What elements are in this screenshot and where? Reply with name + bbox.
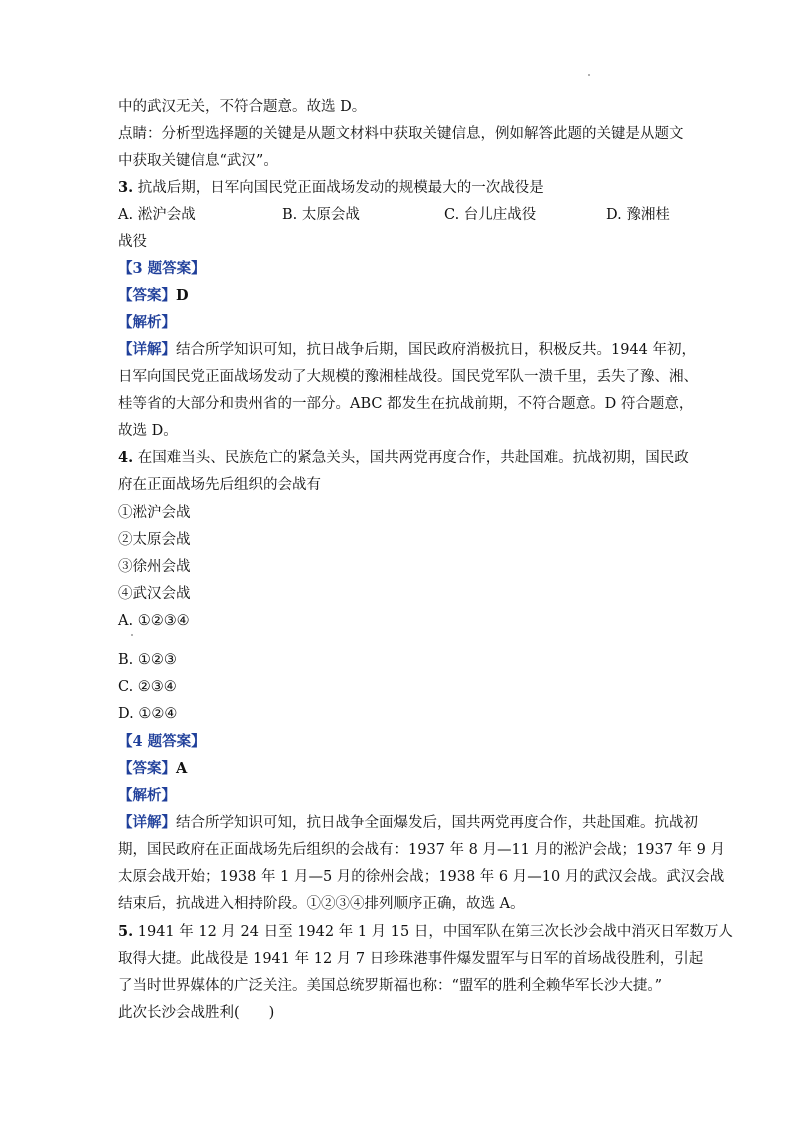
- question-text: 1941 年 12 月 24 日至 1942 年 1 月 15 日，中国军队在第三次长沙会战中消灭日军数万人: [133, 924, 733, 940]
- answer-label: 【答案】: [118, 760, 176, 777]
- answer-header: 【3 题答案】: [118, 260, 206, 277]
- text-line: 此次长沙会战胜利( ): [118, 1005, 275, 1021]
- detail-text: 结合所学知识可知，抗日战争后期，国民政府消极抗日，积极反共。1944 年初，: [176, 342, 697, 358]
- text-line: 太原会战开始；1938 年 1 月—5 月的徐州会战；1938 年 6 月—10 月的武汉会战。武汉会战: [118, 869, 725, 885]
- text-line: 故选 D。: [118, 423, 178, 439]
- question-text: 在国难当头、民族危亡的紧急关头，国共两党再度合作，共赴国难。抗战初期，国民政: [133, 450, 689, 466]
- text-line: 桂等省的大部分和贵州省的一部分。ABC 都发生在抗战前期，不符合题意。D 符合题意，: [118, 396, 694, 412]
- question-text: 抗战后期，日军向国民党正面战场发动的规模最大的一次战役是: [133, 180, 544, 196]
- question-5-stem: [118, 922, 733, 942]
- answer-line: [118, 759, 187, 779]
- text-line: 中的武汉无关，不符合题意。故选 D。: [118, 99, 367, 115]
- answer-header: 【4 题答案】: [118, 733, 206, 750]
- detail-label: 【详解】: [118, 814, 176, 831]
- list-item: ④武汉会战: [118, 586, 191, 602]
- option-a: A. 淞沪会战: [118, 207, 196, 223]
- question-number: 4.: [118, 449, 134, 466]
- detail-line: [118, 340, 696, 360]
- question-number: 5.: [118, 923, 134, 940]
- answer-line: [118, 286, 189, 306]
- option-c: C. ②③④: [118, 679, 177, 695]
- list-item: ③徐州会战: [118, 559, 191, 575]
- detail-text: 结合所学知识可知，抗日战争全面爆发后，国共两党再度合作，共赴国难。抗战初: [176, 815, 698, 831]
- option-c: C. 台儿庄战役: [444, 207, 537, 223]
- text-line: 日军向国民党正面战场发动了大规模的豫湘桂战役。国民党军队一溃千里，丢失了豫、湘、: [118, 369, 698, 385]
- question-number: 3.: [118, 179, 134, 196]
- text-line: 期，国民政府在正面战场先后组织的会战有：1937 年 8 月—11 月的淞沪会战；1937 年 9 月: [118, 842, 725, 858]
- answer-value: A: [176, 760, 188, 777]
- analysis-label: 【解析】: [118, 314, 176, 331]
- list-item: ②太原会战: [118, 532, 191, 548]
- answer-label: 【答案】: [118, 287, 176, 304]
- option-b: B. 太原会战: [282, 207, 360, 223]
- question-3-stem: [118, 178, 544, 198]
- option-a: A. ①②③④: [118, 613, 190, 629]
- list-item: ①淞沪会战: [118, 505, 191, 521]
- scan-speck: [131, 634, 133, 636]
- question-4-stem: [118, 448, 689, 468]
- text-line: 府在正面战场先后组织的会战有: [118, 477, 321, 493]
- text-line: 结束后，抗战进入相持阶段。①②③④排列顺序正确，故选 A。: [118, 896, 525, 912]
- scan-speck: [588, 74, 590, 76]
- option-d: D. ①②④: [118, 706, 178, 722]
- text-line: 中获取关键信息“武汉”。: [118, 153, 278, 169]
- text-line: 了当时世界媒体的广泛关注。美国总统罗斯福也称：“盟军的胜利全赖华军长沙大捷。”: [118, 978, 663, 994]
- option-d-continued: 战役: [118, 234, 147, 250]
- option-d: D. 豫湘桂: [606, 207, 670, 223]
- answer-value: D: [176, 287, 189, 304]
- analysis-label: 【解析】: [118, 787, 176, 804]
- detail-line: [118, 813, 698, 833]
- text-line: 点睛：分析型选择题的关键是从题文材料中获取关键信息，例如解答此题的关键是从题文: [118, 126, 684, 142]
- text-line: 取得大捷。此战役是 1941 年 12 月 7 日珍珠港事件爆发盟军与日军的首场战役胜利，引起: [118, 951, 704, 967]
- option-b: B. ①②③: [118, 652, 177, 668]
- detail-label: 【详解】: [118, 341, 176, 358]
